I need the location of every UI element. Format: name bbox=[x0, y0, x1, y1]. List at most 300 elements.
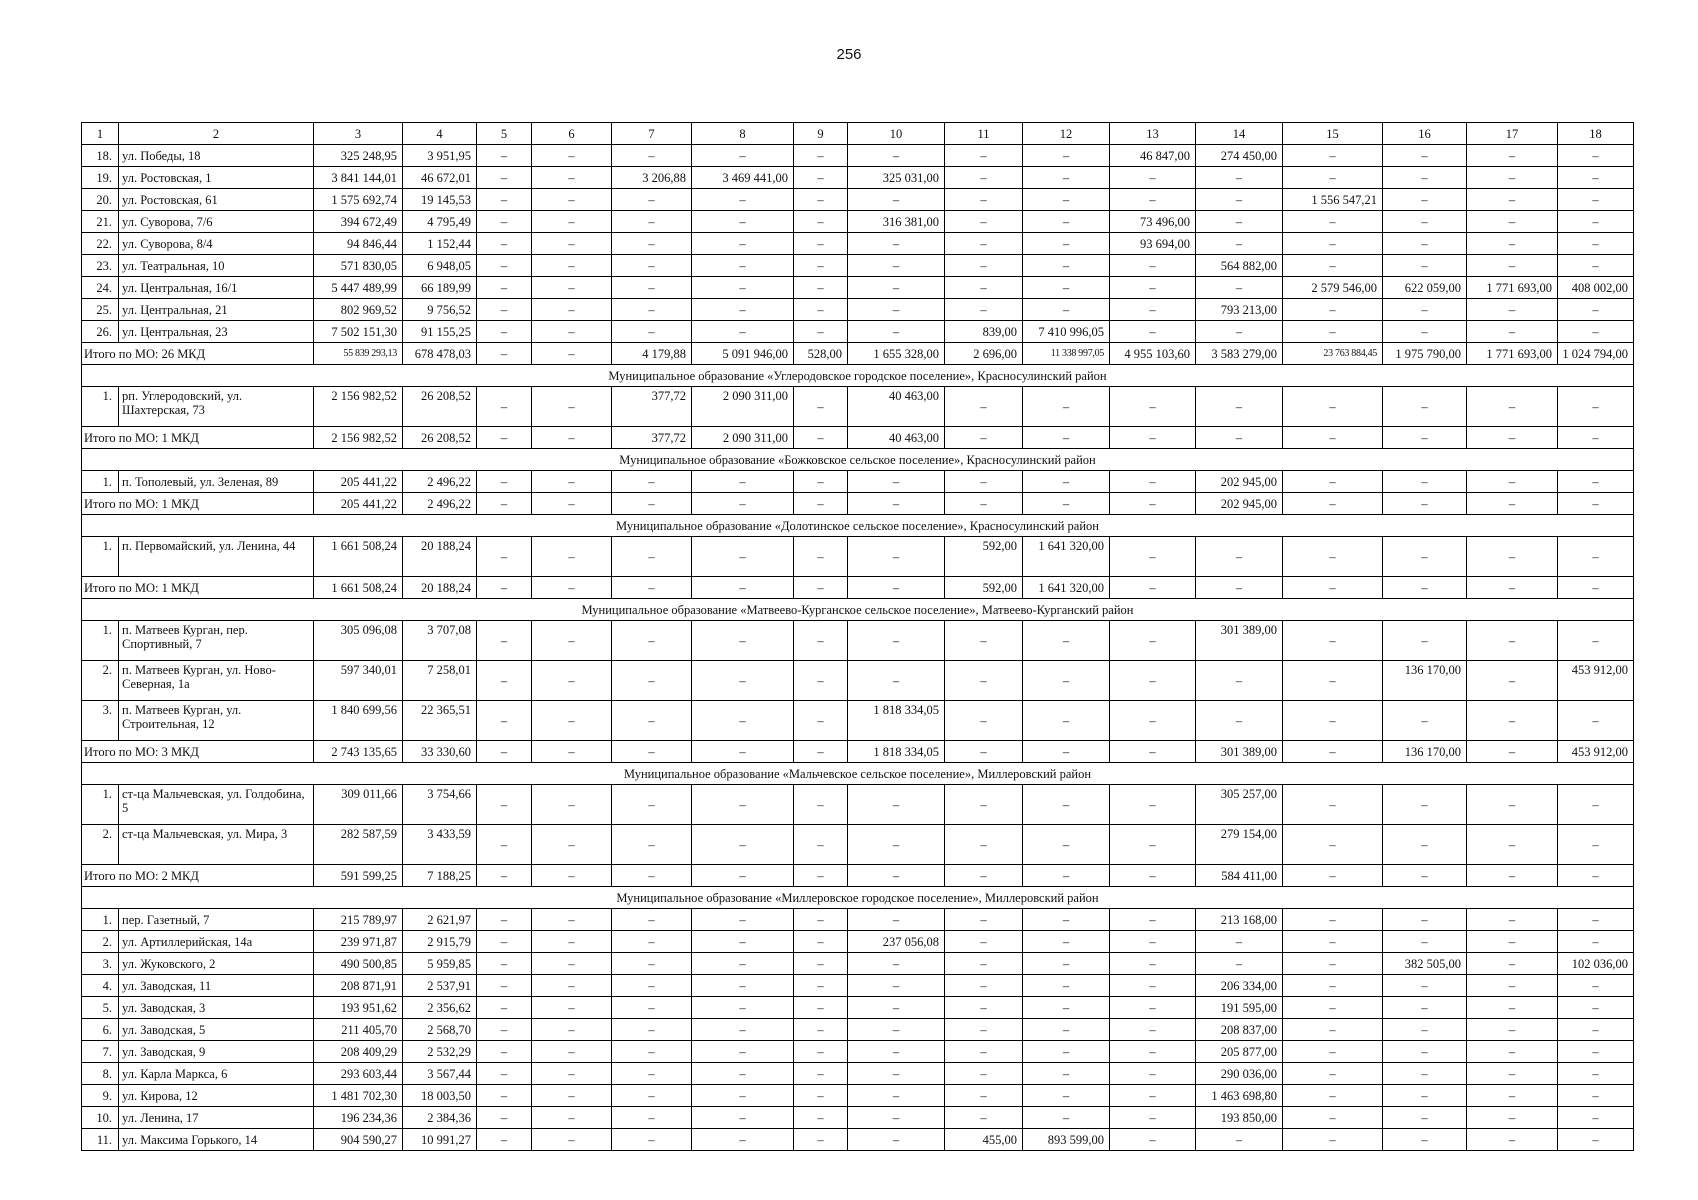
table-cell: 6 948,05 bbox=[403, 255, 477, 277]
table-cell: – bbox=[612, 233, 692, 255]
table-cell: – bbox=[477, 1041, 532, 1063]
table-cell: – bbox=[477, 1063, 532, 1085]
table-row bbox=[82, 621, 1634, 661]
total-cell: 205 441,22 bbox=[314, 493, 403, 515]
total-cell: – bbox=[1196, 427, 1283, 449]
table-cell: – bbox=[477, 1107, 532, 1129]
table-cell: – bbox=[945, 471, 1023, 493]
table-cell: – bbox=[945, 785, 1023, 825]
table-cell: – bbox=[1467, 321, 1558, 343]
table-cell: – bbox=[794, 1019, 848, 1041]
table-cell: – bbox=[532, 1041, 612, 1063]
table-cell: 91 155,25 bbox=[403, 321, 477, 343]
table-cell: – bbox=[692, 785, 794, 825]
table-cell: – bbox=[1467, 537, 1558, 577]
table-cell: – bbox=[945, 909, 1023, 931]
table-cell: – bbox=[1558, 233, 1634, 255]
table-cell: – bbox=[1110, 299, 1196, 321]
address-cell: ул. Артиллерийская, 14а bbox=[119, 931, 314, 953]
table-cell: – bbox=[1023, 189, 1110, 211]
table-row bbox=[82, 1085, 1634, 1107]
table-cell: – bbox=[1283, 1019, 1383, 1041]
section-row bbox=[82, 515, 1634, 537]
table-cell: – bbox=[1023, 211, 1110, 233]
table-cell: – bbox=[945, 189, 1023, 211]
column-header: 7 bbox=[612, 123, 692, 145]
table-cell: – bbox=[848, 255, 945, 277]
table-cell: – bbox=[532, 277, 612, 299]
table-cell: – bbox=[1383, 167, 1467, 189]
table-cell: – bbox=[1383, 785, 1467, 825]
table-row bbox=[82, 1041, 1634, 1063]
row-number: 9. bbox=[82, 1085, 119, 1107]
table-cell: – bbox=[1558, 1063, 1634, 1085]
table-cell: – bbox=[794, 299, 848, 321]
table-cell: – bbox=[532, 299, 612, 321]
table-cell: – bbox=[1383, 931, 1467, 953]
table-cell: – bbox=[1023, 255, 1110, 277]
table-cell: – bbox=[1283, 661, 1383, 701]
table-cell: – bbox=[1558, 997, 1634, 1019]
total-cell: – bbox=[1283, 577, 1383, 599]
total-cell: – bbox=[612, 741, 692, 763]
table-cell: – bbox=[794, 953, 848, 975]
table-cell: – bbox=[692, 321, 794, 343]
table-cell: – bbox=[532, 1129, 612, 1151]
address-cell: п. Матвеев Курган, ул. Строительная, 12 bbox=[119, 701, 314, 741]
total-cell: – bbox=[612, 493, 692, 515]
total-cell: 1 024 794,00 bbox=[1558, 343, 1634, 365]
table-cell: – bbox=[1467, 909, 1558, 931]
table-row bbox=[82, 997, 1634, 1019]
table-cell: – bbox=[532, 785, 612, 825]
total-cell: – bbox=[794, 577, 848, 599]
column-header: 18 bbox=[1558, 123, 1634, 145]
table-cell: – bbox=[1110, 621, 1196, 661]
table-cell: – bbox=[1558, 387, 1634, 427]
table-cell: – bbox=[612, 211, 692, 233]
total-cell: – bbox=[1383, 577, 1467, 599]
total-cell: – bbox=[1196, 577, 1283, 599]
table-cell: – bbox=[1558, 1019, 1634, 1041]
table-cell: – bbox=[612, 1107, 692, 1129]
table-cell: – bbox=[1110, 825, 1196, 865]
table-cell: – bbox=[945, 997, 1023, 1019]
row-number: 2. bbox=[82, 661, 119, 701]
table-cell: – bbox=[794, 211, 848, 233]
table-cell: – bbox=[692, 997, 794, 1019]
page-number: 256 bbox=[836, 46, 862, 63]
table-cell: – bbox=[1467, 1107, 1558, 1129]
table-cell: – bbox=[1110, 953, 1196, 975]
column-header: 17 bbox=[1467, 123, 1558, 145]
row-number: 1. bbox=[82, 785, 119, 825]
total-cell: 453 912,00 bbox=[1558, 741, 1634, 763]
table-cell: – bbox=[945, 277, 1023, 299]
table-cell: – bbox=[1196, 211, 1283, 233]
total-cell: – bbox=[1023, 741, 1110, 763]
table-cell: – bbox=[612, 299, 692, 321]
table-cell: – bbox=[692, 1019, 794, 1041]
table-cell: – bbox=[1283, 1041, 1383, 1063]
table-cell: – bbox=[1383, 189, 1467, 211]
row-number: 7. bbox=[82, 1041, 119, 1063]
table-cell: – bbox=[848, 321, 945, 343]
table-cell: – bbox=[1467, 785, 1558, 825]
table-cell: – bbox=[692, 299, 794, 321]
table-cell: – bbox=[1110, 1019, 1196, 1041]
total-cell: – bbox=[477, 493, 532, 515]
table-cell: 290 036,00 bbox=[1196, 1063, 1283, 1085]
table-cell: – bbox=[1383, 909, 1467, 931]
address-cell: ул. Победы, 18 bbox=[119, 145, 314, 167]
table-cell: – bbox=[532, 661, 612, 701]
total-cell: 2 090 311,00 bbox=[692, 427, 794, 449]
table-cell: – bbox=[1023, 1085, 1110, 1107]
table-cell: – bbox=[945, 931, 1023, 953]
table-cell: – bbox=[477, 233, 532, 255]
table-cell: – bbox=[1110, 321, 1196, 343]
total-cell: – bbox=[794, 493, 848, 515]
total-cell: – bbox=[945, 427, 1023, 449]
column-header: 13 bbox=[1110, 123, 1196, 145]
table-cell: – bbox=[1283, 233, 1383, 255]
table-cell: – bbox=[1023, 785, 1110, 825]
table-cell: – bbox=[532, 1107, 612, 1129]
column-header: 1 bbox=[82, 123, 119, 145]
table-cell: 205 441,22 bbox=[314, 471, 403, 493]
total-cell: – bbox=[532, 427, 612, 449]
total-cell: – bbox=[1383, 865, 1467, 887]
table-cell: – bbox=[945, 387, 1023, 427]
table-cell: 408 002,00 bbox=[1558, 277, 1634, 299]
table-cell: – bbox=[692, 1041, 794, 1063]
table-cell: 279 154,00 bbox=[1196, 825, 1283, 865]
table-cell: – bbox=[1467, 145, 1558, 167]
total-label: Итого по МО: 2 МКД bbox=[82, 865, 314, 887]
total-cell: – bbox=[532, 577, 612, 599]
table-cell: – bbox=[532, 909, 612, 931]
table-cell: – bbox=[1467, 701, 1558, 741]
table-cell: 2 356,62 bbox=[403, 997, 477, 1019]
total-cell: – bbox=[532, 865, 612, 887]
table-cell: – bbox=[612, 953, 692, 975]
row-number: 8. bbox=[82, 1063, 119, 1085]
total-cell: – bbox=[1383, 427, 1467, 449]
table-cell: – bbox=[1110, 189, 1196, 211]
table-cell: 2 532,29 bbox=[403, 1041, 477, 1063]
table-cell: 19 145,53 bbox=[403, 189, 477, 211]
total-cell: 1 818 334,05 bbox=[848, 741, 945, 763]
table-cell: – bbox=[1196, 953, 1283, 975]
row-number: 24. bbox=[82, 277, 119, 299]
table-cell: – bbox=[692, 537, 794, 577]
row-number: 21. bbox=[82, 211, 119, 233]
table-cell: – bbox=[532, 321, 612, 343]
table-cell: – bbox=[477, 211, 532, 233]
table-cell: 73 496,00 bbox=[1110, 211, 1196, 233]
row-number: 26. bbox=[82, 321, 119, 343]
table-cell: – bbox=[794, 167, 848, 189]
table-cell: – bbox=[477, 189, 532, 211]
table-cell: – bbox=[612, 825, 692, 865]
table-cell: – bbox=[1023, 299, 1110, 321]
table-cell: – bbox=[1196, 1129, 1283, 1151]
table-row bbox=[82, 537, 1634, 577]
table-cell: 377,72 bbox=[612, 387, 692, 427]
table-cell: 1 481 702,30 bbox=[314, 1085, 403, 1107]
table-cell: – bbox=[945, 621, 1023, 661]
total-cell: – bbox=[612, 865, 692, 887]
table-cell: – bbox=[612, 471, 692, 493]
table-cell: – bbox=[794, 661, 848, 701]
table-cell: – bbox=[612, 1129, 692, 1151]
total-label: Итого по МО: 26 МКД bbox=[82, 343, 314, 365]
table-cell: – bbox=[1558, 211, 1634, 233]
table-cell: 5 959,85 bbox=[403, 953, 477, 975]
table-cell: 94 846,44 bbox=[314, 233, 403, 255]
table-cell: – bbox=[1467, 233, 1558, 255]
total-cell: – bbox=[477, 577, 532, 599]
table-row bbox=[82, 661, 1634, 701]
table-cell: – bbox=[848, 299, 945, 321]
table-row bbox=[82, 471, 1634, 493]
table-cell: – bbox=[692, 701, 794, 741]
table-cell: – bbox=[1558, 825, 1634, 865]
table-cell: – bbox=[532, 931, 612, 953]
table-cell: – bbox=[794, 1063, 848, 1085]
table-cell: – bbox=[1383, 211, 1467, 233]
total-cell: 592,00 bbox=[945, 577, 1023, 599]
table-cell: 4 795,49 bbox=[403, 211, 477, 233]
table-cell: – bbox=[477, 997, 532, 1019]
total-cell: 26 208,52 bbox=[403, 427, 477, 449]
table-cell: – bbox=[1283, 975, 1383, 997]
table-cell: 1 641 320,00 bbox=[1023, 537, 1110, 577]
table-cell: – bbox=[1383, 1041, 1467, 1063]
table-cell: – bbox=[848, 1129, 945, 1151]
table-cell: – bbox=[692, 825, 794, 865]
table-cell: – bbox=[692, 211, 794, 233]
table-cell: – bbox=[1558, 785, 1634, 825]
row-number: 6. bbox=[82, 1019, 119, 1041]
total-cell: – bbox=[1110, 865, 1196, 887]
table-cell: – bbox=[1283, 471, 1383, 493]
table-cell: – bbox=[794, 785, 848, 825]
total-row bbox=[82, 577, 1634, 599]
table-cell: – bbox=[1467, 471, 1558, 493]
table-cell: – bbox=[1023, 145, 1110, 167]
table-cell: 3 754,66 bbox=[403, 785, 477, 825]
table-cell: – bbox=[1467, 189, 1558, 211]
table-cell: – bbox=[794, 1107, 848, 1129]
table-cell: – bbox=[1383, 1129, 1467, 1151]
table-cell: – bbox=[477, 299, 532, 321]
table-cell: – bbox=[1110, 1107, 1196, 1129]
row-number: 1. bbox=[82, 387, 119, 427]
table-cell: 1 556 547,21 bbox=[1283, 189, 1383, 211]
table-cell: 622 059,00 bbox=[1383, 277, 1467, 299]
table-cell: – bbox=[1110, 701, 1196, 741]
table-cell: – bbox=[612, 621, 692, 661]
total-cell: 7 188,25 bbox=[403, 865, 477, 887]
address-cell: ст-ца Мальчевская, ул. Мира, 3 bbox=[119, 825, 314, 865]
table-cell: – bbox=[1023, 621, 1110, 661]
table-cell: 102 036,00 bbox=[1558, 953, 1634, 975]
total-cell: – bbox=[532, 741, 612, 763]
section-row bbox=[82, 763, 1634, 785]
total-cell: – bbox=[1558, 427, 1634, 449]
column-header: 15 bbox=[1283, 123, 1383, 145]
table-cell: – bbox=[1110, 277, 1196, 299]
table-cell: 2 090 311,00 bbox=[692, 387, 794, 427]
total-cell: 5 091 946,00 bbox=[692, 343, 794, 365]
row-number: 4. bbox=[82, 975, 119, 997]
table-cell: 22 365,51 bbox=[403, 701, 477, 741]
section-title: Муниципальное образование «Матвеево-Курганское сельское поселение», Матвеево-Курганский район bbox=[82, 599, 1634, 621]
table-cell: 802 969,52 bbox=[314, 299, 403, 321]
table-cell: – bbox=[532, 211, 612, 233]
table-cell: – bbox=[794, 1129, 848, 1151]
total-label: Итого по МО: 3 МКД bbox=[82, 741, 314, 763]
total-cell: 591 599,25 bbox=[314, 865, 403, 887]
table-cell: – bbox=[612, 997, 692, 1019]
table-cell: – bbox=[945, 661, 1023, 701]
table-cell: – bbox=[692, 1107, 794, 1129]
table-cell: – bbox=[794, 1041, 848, 1063]
address-cell: пер. Газетный, 7 bbox=[119, 909, 314, 931]
table-cell: 1 575 692,74 bbox=[314, 189, 403, 211]
header-row bbox=[82, 123, 1634, 145]
table-cell: 193 850,00 bbox=[1196, 1107, 1283, 1129]
table-cell: – bbox=[794, 387, 848, 427]
table-cell: – bbox=[848, 621, 945, 661]
row-number: 20. bbox=[82, 189, 119, 211]
table-cell: 274 450,00 bbox=[1196, 145, 1283, 167]
total-cell: 3 583 279,00 bbox=[1196, 343, 1283, 365]
table-cell: – bbox=[1110, 785, 1196, 825]
table-cell: 213 168,00 bbox=[1196, 909, 1283, 931]
table-cell: – bbox=[794, 233, 848, 255]
table-cell: – bbox=[1467, 931, 1558, 953]
table-cell: – bbox=[1283, 167, 1383, 189]
table-cell: – bbox=[1383, 997, 1467, 1019]
section-row bbox=[82, 887, 1634, 909]
table-cell: – bbox=[532, 997, 612, 1019]
table-cell: – bbox=[1558, 975, 1634, 997]
table-cell: – bbox=[1383, 1063, 1467, 1085]
table-row bbox=[82, 189, 1634, 211]
address-cell: п. Матвеев Курган, ул. Ново-Северная, 1а bbox=[119, 661, 314, 701]
total-cell: 11 338 997,05 bbox=[1023, 343, 1110, 365]
table-cell: – bbox=[612, 785, 692, 825]
table-cell: – bbox=[692, 661, 794, 701]
table-cell: – bbox=[794, 931, 848, 953]
table-cell: – bbox=[612, 321, 692, 343]
row-number: 1. bbox=[82, 621, 119, 661]
table-cell: – bbox=[692, 621, 794, 661]
table-cell: – bbox=[532, 825, 612, 865]
total-cell: 377,72 bbox=[612, 427, 692, 449]
address-cell: ул. Центральная, 21 bbox=[119, 299, 314, 321]
table-cell: – bbox=[1283, 1085, 1383, 1107]
total-cell: 1 661 508,24 bbox=[314, 577, 403, 599]
row-number: 23. bbox=[82, 255, 119, 277]
total-cell: – bbox=[1110, 493, 1196, 515]
table-cell: – bbox=[1558, 537, 1634, 577]
table-cell: 490 500,85 bbox=[314, 953, 403, 975]
table-cell: 564 882,00 bbox=[1196, 255, 1283, 277]
table-cell: – bbox=[1558, 471, 1634, 493]
table-cell: – bbox=[1558, 621, 1634, 661]
table-cell: 592,00 bbox=[945, 537, 1023, 577]
table-cell: – bbox=[692, 1085, 794, 1107]
total-cell: – bbox=[1558, 577, 1634, 599]
total-cell: 528,00 bbox=[794, 343, 848, 365]
total-cell: – bbox=[794, 741, 848, 763]
table-cell: – bbox=[1283, 953, 1383, 975]
table-cell: – bbox=[1467, 1041, 1558, 1063]
table-cell: 316 381,00 bbox=[848, 211, 945, 233]
table-row bbox=[82, 909, 1634, 931]
section-row bbox=[82, 449, 1634, 471]
table-cell: – bbox=[1110, 167, 1196, 189]
table-row bbox=[82, 975, 1634, 997]
table-cell: – bbox=[945, 1107, 1023, 1129]
table-cell: – bbox=[1283, 785, 1383, 825]
table-cell: 453 912,00 bbox=[1558, 661, 1634, 701]
table-cell: – bbox=[477, 387, 532, 427]
table-cell: – bbox=[1467, 167, 1558, 189]
table-cell: – bbox=[1023, 277, 1110, 299]
table-cell: – bbox=[848, 189, 945, 211]
address-cell: ул. Центральная, 23 bbox=[119, 321, 314, 343]
table-cell: – bbox=[945, 1041, 1023, 1063]
table-cell: 839,00 bbox=[945, 321, 1023, 343]
table-cell: 46 672,01 bbox=[403, 167, 477, 189]
address-cell: ул. Ростовская, 61 bbox=[119, 189, 314, 211]
table-cell: – bbox=[1023, 931, 1110, 953]
table-cell: – bbox=[1558, 931, 1634, 953]
table-cell: – bbox=[848, 785, 945, 825]
table-cell: 3 433,59 bbox=[403, 825, 477, 865]
table-cell: – bbox=[1283, 1063, 1383, 1085]
table-cell: – bbox=[1283, 145, 1383, 167]
table-cell: – bbox=[1383, 1019, 1467, 1041]
table-cell: – bbox=[848, 1085, 945, 1107]
table-cell: – bbox=[945, 255, 1023, 277]
total-cell: – bbox=[692, 865, 794, 887]
table-cell: – bbox=[1283, 825, 1383, 865]
address-cell: п. Тополевый, ул. Зеленая, 89 bbox=[119, 471, 314, 493]
table-cell: – bbox=[1383, 145, 1467, 167]
table-cell: – bbox=[1283, 997, 1383, 1019]
table-cell: – bbox=[532, 255, 612, 277]
table-cell: 18 003,50 bbox=[403, 1085, 477, 1107]
table-cell: – bbox=[794, 471, 848, 493]
table-cell: 46 847,00 bbox=[1110, 145, 1196, 167]
row-number: 5. bbox=[82, 997, 119, 1019]
total-cell: 678 478,03 bbox=[403, 343, 477, 365]
total-cell: – bbox=[1283, 865, 1383, 887]
table-cell: – bbox=[1110, 1063, 1196, 1085]
table-cell: – bbox=[1383, 621, 1467, 661]
column-header: 4 bbox=[403, 123, 477, 145]
column-header: 8 bbox=[692, 123, 794, 145]
table-cell: 3 469 441,00 bbox=[692, 167, 794, 189]
table-cell: – bbox=[692, 1063, 794, 1085]
table-cell: 193 951,62 bbox=[314, 997, 403, 1019]
